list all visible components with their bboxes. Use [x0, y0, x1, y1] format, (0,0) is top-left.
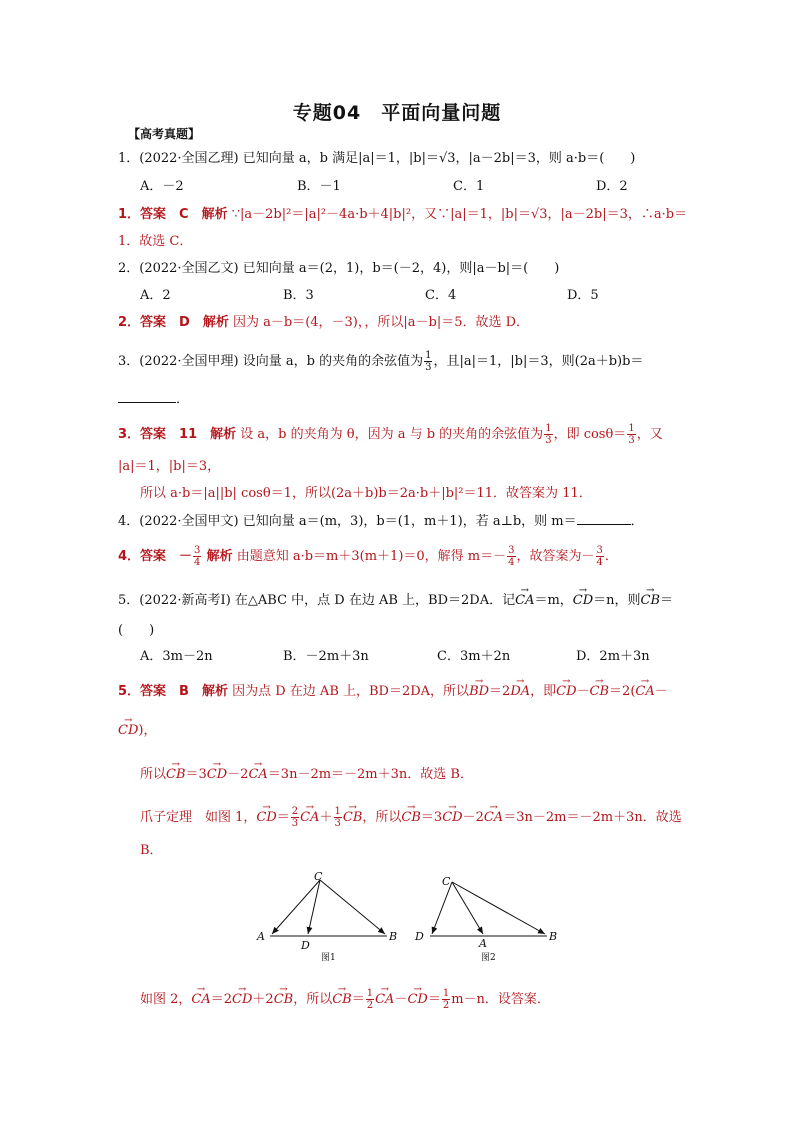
method-fraction-1 — [291, 806, 299, 829]
q3-stem-end: ． — [176, 392, 190, 407]
q5-option-d: D．2m＋3n — [576, 649, 650, 664]
q5-answer-line3 — [140, 766, 473, 784]
q3-frac-den: 3 — [425, 362, 432, 373]
vector-ca: → CA — [515, 592, 534, 610]
q5-answer-text-f: － — [654, 684, 668, 699]
q5-stem — [118, 592, 673, 610]
frac4-num: 1 — [442, 988, 450, 999]
q4-frac2-num: 3 — [508, 545, 515, 556]
q3-answer-label: 3．答案 11 解析 — [118, 427, 237, 442]
q5-option-c: C．3m＋2n — [437, 649, 511, 664]
q3-stem-text-a: 3．(2022·全国甲理) 设向量 a，b 的夹角的余弦值为 — [118, 354, 424, 369]
q3-answer-line2: |a|＝1，|b|＝3， — [118, 459, 221, 474]
q3-answer-text-b: ，即 cosθ＝ — [553, 427, 627, 442]
fig2-text-a: 如图 2， — [140, 992, 192, 1007]
q4-stem-text: 4．(2022·全国甲文) 已知向量 a＝(m，3)，b＝(1，m＋1)，若 a⊥b，则 m＝ — [118, 514, 577, 529]
q5-answer-label: 5．答案 B 解析 — [118, 684, 228, 699]
q5-stem-line2: ( ) — [118, 623, 155, 638]
q3-answer-text-c: ，又 — [636, 427, 663, 442]
q1-answer — [118, 206, 687, 224]
fig1-arrow-cb — [320, 880, 385, 934]
fig2-text-h: m－n．设答案． — [451, 992, 550, 1007]
q3-answer-fraction-2 — [627, 423, 635, 446]
vector-ca: → CA — [375, 991, 394, 1009]
q3-answer — [118, 423, 663, 446]
vector-cb: → CB — [641, 592, 661, 610]
frac2-den: 3 — [334, 818, 341, 829]
fig2-text-e: ＝ — [351, 992, 365, 1007]
vector-bd: → BD — [469, 683, 489, 701]
vector-cd: → CD — [232, 991, 252, 1009]
q5-method-text-a: 爪子定理 如图 1， — [140, 810, 257, 825]
q3-answer-frac2-den: 3 — [628, 435, 635, 446]
fig2-text-d: ，所以 — [293, 992, 333, 1007]
vector-cd: → CD — [118, 722, 138, 740]
fig2-text-g: ＝ — [427, 992, 441, 1007]
frac2-num: 1 — [334, 806, 341, 817]
method-fraction-2 — [334, 806, 342, 829]
frac3-num: 1 — [366, 988, 374, 999]
fig1-caption: 图1 — [321, 953, 336, 963]
fig2-label-c: C — [442, 875, 451, 888]
fig2-label-a: A — [479, 937, 487, 950]
vector-ca: → CA — [484, 809, 503, 827]
vector-ca: → CA — [300, 809, 319, 827]
q5-stem-text-b: ＝m， — [534, 593, 573, 608]
frac4-den: 2 — [442, 1000, 450, 1011]
fig2-label-d: D — [415, 930, 424, 943]
fig2-text-c: ＋2 — [252, 992, 274, 1007]
q3-fraction — [424, 350, 432, 373]
vector-ca: → CA — [248, 766, 267, 784]
q5-option-a: A．3m－2n — [140, 649, 213, 664]
q5-answer — [118, 683, 668, 701]
q2-answer-text: 因为 a－b＝(4，－3)，，所以|a－b|＝5．故选 D． — [232, 315, 530, 330]
q4-stem-end: ． — [630, 514, 644, 529]
q1-stem: 1．(2022·全国乙理) 已知向量 a，b 满足|a|＝1，|b|＝√3，|a－2b|＝3，则 a·b＝( ) — [118, 151, 636, 166]
vector-cb: → CB — [590, 683, 610, 701]
q2-option-c: C．4 — [425, 288, 457, 303]
q2-answer — [118, 314, 529, 332]
fig1-arrow-cd — [308, 880, 320, 934]
fig2-fraction-1 — [366, 988, 374, 1011]
q2-option-d: D．5 — [567, 288, 599, 303]
q3-stem — [118, 350, 643, 373]
q3-answer-fraction — [544, 423, 552, 446]
figure-1 — [256, 870, 397, 963]
vector-cd: → CD — [442, 809, 462, 827]
q5-stem-text-a: 5．(2022·新高考Ⅰ) 在△ABC 中，点 D 在边 AB 上，BD＝2DA．记 — [118, 593, 516, 608]
fig2-caption: 图2 — [481, 953, 496, 963]
fig1-arrow-ca — [272, 880, 320, 934]
q1-answer-line2: 1．故选 C． — [118, 234, 193, 249]
q4-answer-fraction — [193, 545, 201, 568]
q4-answer — [118, 545, 618, 568]
q1-option-b: B．－1 — [297, 179, 341, 194]
q4-answer-fraction-2 — [507, 545, 515, 568]
q5-stem-text-d: ＝ — [660, 593, 674, 608]
q5-answer-line2 — [118, 722, 156, 740]
q5-method-line2: B． — [140, 843, 163, 858]
fig2-label-b: B — [549, 930, 558, 943]
q4-frac2-den: 4 — [508, 557, 515, 568]
q4-stem — [118, 512, 644, 531]
q4-frac3-num: 3 — [596, 545, 603, 556]
fig1-label-b: B — [389, 930, 398, 943]
fig1-label-a: A — [257, 930, 265, 943]
fig2-text-f: － — [394, 992, 408, 1007]
q5-method-text-b: ＝ — [276, 810, 290, 825]
frac3-den: 2 — [366, 1000, 374, 1011]
triangle-figures — [245, 868, 575, 968]
q5-method-text-f: －2 — [462, 810, 484, 825]
q5-method-text-g: ＝3n－2m＝－2m＋3n．故选 — [503, 810, 682, 825]
vector-ca: → CA — [191, 991, 210, 1009]
vector-cb: → CB — [332, 991, 352, 1009]
q3-blank-line — [118, 390, 189, 409]
q1-answer-text: ∵|a－2b|²＝|a|²－4a·b＋4|b|²，又∵|a|＝1，|b|＝√3，|a－2b|＝3，∴a·b＝ — [231, 207, 688, 222]
q4-frac-den: 4 — [194, 557, 201, 568]
fig2-arrow-cd — [432, 882, 452, 934]
q2-option-b: B．3 — [283, 288, 314, 303]
fig1-label-c: C — [314, 870, 323, 883]
q5-figure2-note — [140, 988, 550, 1011]
q5-answer-text-a: 因为点 D 在边 AB 上，BD＝2DA，所以 — [232, 684, 470, 699]
q5-line3-text-d: ＝3n－2m＝－2m＋3n．故选 B． — [267, 767, 473, 782]
answer-blank — [577, 512, 631, 525]
q1-option-c: C．1 — [453, 179, 485, 194]
q4-frac3-den: 4 — [596, 557, 603, 568]
fig2-arrow-cb — [452, 882, 545, 934]
q1-option-a: A．－2 — [140, 179, 184, 194]
vector-cb: → CB — [401, 809, 421, 827]
q5-answer-line2-end: )， — [138, 723, 157, 738]
q3-answer-frac-num: 1 — [545, 423, 552, 434]
vector-cd: → CD — [256, 809, 276, 827]
q5-line3-text-b: ＝3 — [185, 767, 207, 782]
q5-answer-text-b: ＝2 — [489, 684, 511, 699]
q3-answer-frac2-num: 1 — [628, 423, 635, 434]
frac1-den: 3 — [291, 818, 299, 829]
vector-cd: → CD — [407, 991, 427, 1009]
q4-answer-fraction-3 — [596, 545, 604, 568]
frac1-num: 2 — [291, 806, 299, 817]
fig2-fraction-2 — [442, 988, 450, 1011]
page-title: 专题04 平面向量问题 — [292, 102, 502, 124]
q2-option-a: A．2 — [140, 288, 171, 303]
q2-answer-label: 2．答案 D 解析 — [118, 315, 229, 330]
q5-method-text-e: ＝3 — [420, 810, 443, 825]
q5-line3-text-c: －2 — [227, 767, 249, 782]
vector-da: → DA — [510, 683, 530, 701]
vector-ca: → CA — [635, 683, 654, 701]
q4-answer-text-a: 由题意知 a·b＝m＋3(m＋1)＝0，解得 m＝－ — [236, 549, 507, 564]
q3-stem-text-b: ，且|a|＝1，|b|＝3，则(2a＋b)b＝ — [433, 354, 644, 369]
vector-cb: → CB — [166, 766, 186, 784]
vector-cd: → CD — [556, 683, 576, 701]
q1-option-d: D．2 — [596, 179, 628, 194]
q3-answer-line3: 所以 a·b＝|a||b| cosθ＝1，所以(2a＋b)b＝2a·b＋|b|²＝11．故答案为 11． — [140, 486, 592, 501]
q5-stem-text-c: ＝n，则 — [593, 593, 641, 608]
q5-answer-text-d: － — [576, 684, 590, 699]
q5-answer-text-e: ＝2( — [609, 684, 636, 699]
q4-frac-num: 3 — [194, 545, 201, 556]
q4-answer-label2: 解析 — [206, 549, 233, 564]
q5-answer-text-c: ，即 — [530, 684, 557, 699]
q4-answer-label: 4．答案 － — [118, 549, 193, 564]
q5-line3-text-a: 所以 — [140, 767, 167, 782]
q3-answer-text-a: 设 a，b 的夹角为 θ，因为 a 与 b 的夹角的余弦值为 — [240, 427, 544, 442]
vector-cd: → CD — [207, 766, 227, 784]
figure-2 — [414, 875, 557, 963]
q3-frac-num: 1 — [425, 350, 432, 361]
q5-method — [140, 806, 682, 829]
fig2-text-b: ＝2 — [210, 992, 233, 1007]
vector-cb: → CB — [343, 809, 363, 827]
q4-answer-text-c: ． — [604, 549, 618, 564]
q2-stem: 2．(2022·全国乙文) 已知向量 a＝(2，1)，b＝(－2，4)，则|a－b|＝( ) — [118, 261, 560, 276]
q5-option-b: B．－2m＋3n — [283, 649, 369, 664]
fig1-label-d: D — [301, 939, 310, 952]
q1-answer-label: 1．答案 C 解析 — [118, 207, 228, 222]
q3-answer-frac-den: 3 — [545, 435, 552, 446]
vector-cd: → CD — [573, 592, 593, 610]
section-heading: 【高考真题】 — [128, 127, 201, 141]
q4-answer-text-b: ，故答案为－ — [516, 549, 595, 564]
q5-method-text-d: ，所以 — [362, 810, 402, 825]
answer-blank — [118, 390, 176, 403]
vector-cb: → CB — [274, 991, 294, 1009]
fig2-arrow-ca — [452, 882, 483, 934]
q5-method-text-c: ＋ — [319, 810, 333, 825]
